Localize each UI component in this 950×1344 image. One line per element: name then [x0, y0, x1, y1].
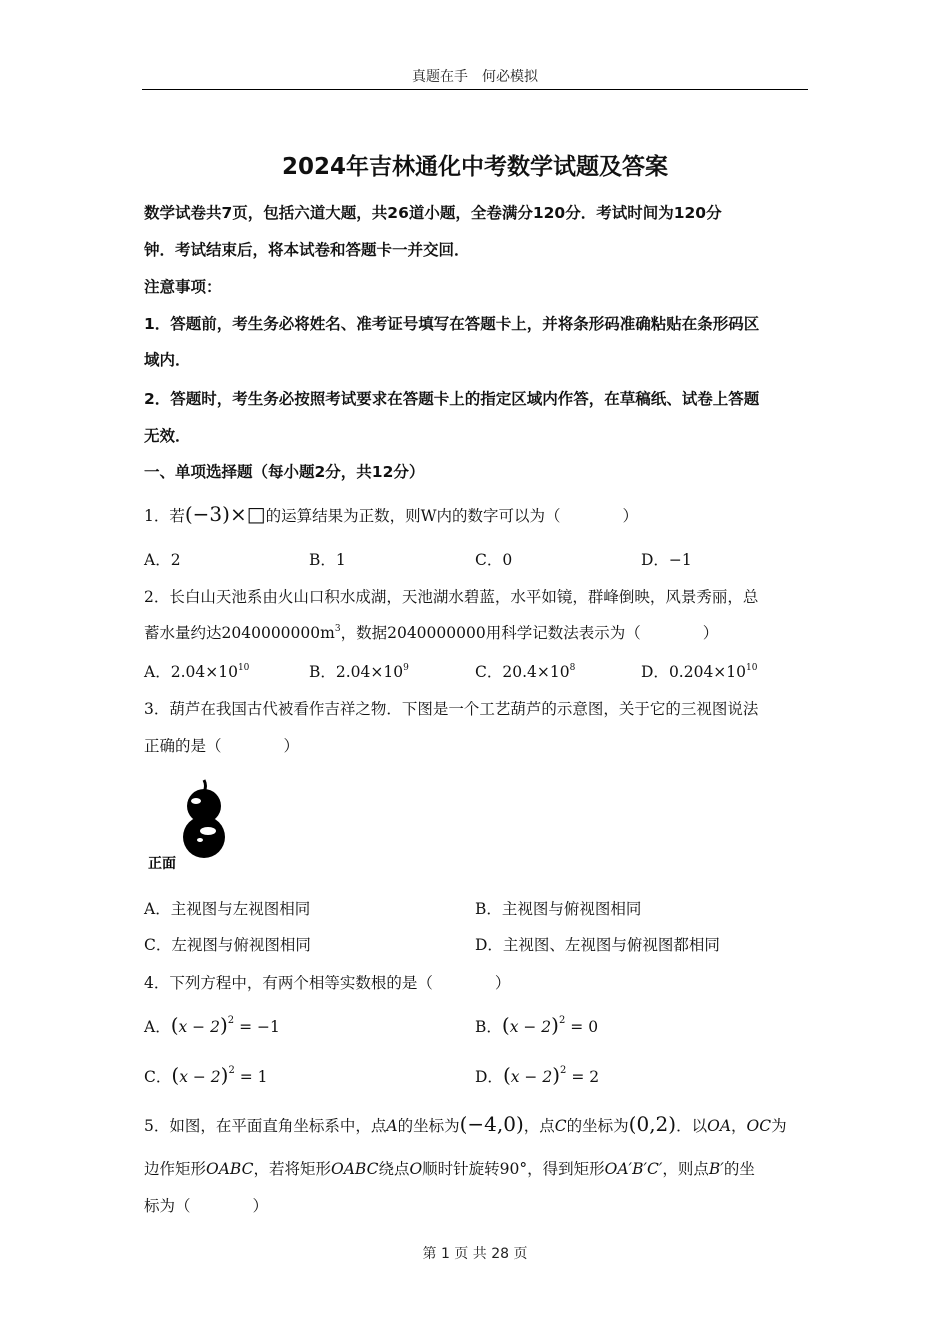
q1-expression: (−3)×□: [184, 502, 266, 526]
q4-c-rhs: 1: [257, 1068, 268, 1086]
q4-b-paren-close: ): [551, 1013, 559, 1037]
q5-l2-d: 顺时针旋转90°，得到矩形: [422, 1160, 605, 1178]
q4-c-paren-close: ): [220, 1063, 229, 1087]
page-title: 2024年吉林通化中考数学试题及答案: [281, 154, 668, 180]
question-3-line-2: 正确的是（ ）: [144, 737, 300, 755]
notice-item-2-line-2: 无效．: [144, 427, 191, 445]
q2-volume-exponent: 3: [334, 624, 341, 634]
q5-point-a: A: [386, 1117, 398, 1135]
question-5-line-1: [144, 1112, 787, 1136]
q4-b-rhs: 0: [588, 1018, 599, 1036]
q2-option-b-base: 2.04×10: [335, 663, 404, 681]
q4-d-paren-close: ): [552, 1063, 561, 1087]
q5-l2-f: 的坐: [723, 1160, 755, 1178]
q4-d-rhs: 2: [589, 1068, 600, 1086]
q1-post: 的运算结果为正数，则W内的数字可以为（ ）: [265, 507, 639, 525]
q5-rect-1: OABC: [206, 1160, 254, 1178]
section-1-heading: 一、单项选择题（每小题2分，共12分）: [144, 463, 425, 481]
q5-l1-d: 的坐标为: [566, 1117, 629, 1135]
q4-option-c: C．$(x - 2)^2 = 1$: [144, 1063, 268, 1087]
q2-option-d-base: 0.204×10: [668, 663, 747, 681]
q4-d-exp: 2: [560, 1065, 567, 1076]
q4-c-exp: 2: [228, 1065, 235, 1076]
page-header: 真题在手 何必模拟: [412, 69, 538, 85]
q4-a-exp: 2: [227, 1015, 235, 1026]
q5-coord-a: (−4,0): [459, 1112, 524, 1136]
q2-line2-mid: ，数据: [340, 624, 388, 642]
q2-option-b: [309, 660, 409, 682]
q2-option-c-exp: 8: [569, 663, 576, 673]
q5-l1-f: ，: [731, 1117, 747, 1135]
q5-segment-oa: OA: [707, 1117, 732, 1135]
q5-point-b-prime: B′: [708, 1160, 724, 1178]
q3-option-d: D．主视图、左视图与俯视图都相同: [475, 936, 720, 954]
q2-option-a: [144, 660, 249, 682]
notice-heading: 注意事项：: [144, 278, 222, 296]
q4-d-inner: x − 2: [510, 1068, 553, 1086]
q4-c-paren-open: (: [171, 1063, 180, 1087]
q2-line2-pre: 蓄水量约达: [144, 624, 222, 642]
q3-option-b: B．主视图与俯视图相同: [475, 900, 642, 918]
q4-option-b-label: B．: [475, 1018, 502, 1036]
q2-number: 2040000000: [387, 624, 486, 642]
intro-line-2: 钟．考试结束后，将本试卷和答题卡一并交回．: [144, 241, 470, 259]
q2-option-c-base: 20.4×10: [502, 663, 570, 681]
q5-coord-c: (0,2): [628, 1112, 677, 1136]
q5-l2-a: 边作矩形: [144, 1160, 207, 1178]
q5-rect-2: OABC: [330, 1160, 379, 1178]
q1-pre: 1．若: [144, 507, 185, 525]
notice-item-1-line-1: 1．答题前，考生务必将姓名、准考证号填写在答题卡上，并将条形码准确粘贴在条形码区: [144, 315, 760, 333]
q2-option-d-label: D．: [641, 663, 669, 681]
q5-l1-g: 为: [771, 1117, 787, 1135]
q3-option-a: A．主视图与左视图相同: [144, 900, 311, 918]
q5-l2-e: ，则点: [662, 1160, 709, 1178]
q4-b-exp: 2: [558, 1015, 566, 1026]
q4-a-paren-open: (: [170, 1013, 179, 1037]
q1-option-b: B．1: [309, 551, 346, 569]
question-3-line-1: 3．葫芦在我国古代被看作吉祥之物．下图是一个工艺葫芦的示意图，关于它的三视图说法: [144, 700, 759, 718]
q5-l2-c: 绕点: [378, 1160, 410, 1178]
q5-rect-3: OA′B′C′: [604, 1160, 663, 1178]
q2-option-d-exp: 10: [746, 663, 758, 673]
q5-segment-oc: OC: [746, 1117, 772, 1135]
q4-b-inner: x − 2: [509, 1018, 552, 1036]
q4-a-rhs: −1: [257, 1018, 280, 1036]
q4-option-c-label: C．: [144, 1068, 172, 1086]
q4-option-a: A．$(x - 2)^2 = -1$: [144, 1013, 280, 1037]
question-5-line-2: [144, 1157, 755, 1179]
question-5-line-3: 标为（ ）: [144, 1197, 269, 1215]
gourd-icon: [146, 776, 236, 872]
q2-line2-post: 用科学记数法表示为（ ）: [485, 624, 719, 642]
q5-l1-c: ，点: [523, 1117, 555, 1135]
question-2-line-1: 2．长白山天池系由火山口积水成湖，天池湖水碧蓝，水平如镜，群峰倒映，风景秀丽，总: [144, 588, 759, 606]
q4-option-a-label: A．: [144, 1018, 171, 1036]
notice-item-1-line-2: 域内．: [144, 351, 191, 369]
intro-line-1: 数学试卷共7页，包括六道大题，共26道小题，全卷满分120分．考试时间为120分: [144, 204, 722, 222]
header-divider: [142, 89, 808, 90]
q5-point-c: C: [554, 1117, 567, 1135]
q2-option-a-label: A．: [144, 663, 171, 681]
q5-l2-b: ，若将矩形: [253, 1160, 331, 1178]
question-4-stem: 4．下列方程中，有两个相等实数根的是（ ）: [144, 974, 511, 992]
q2-option-c: [475, 660, 575, 682]
q4-a-paren-close: ): [219, 1013, 228, 1037]
q4-option-b: B．$(x - 2)^2 = 0$: [475, 1013, 599, 1037]
q2-volume: 2040000000m: [221, 624, 335, 642]
page-footer: 第 1 页 共 28 页: [422, 1246, 528, 1262]
gourd-figure: [146, 776, 236, 872]
q1-option-a: A．2: [144, 551, 181, 569]
q4-option-d: D．$(x - 2)^2 = 2$: [475, 1063, 600, 1087]
q2-option-a-exp: 10: [237, 663, 250, 673]
q2-option-a-base: 2.04×10: [170, 663, 238, 681]
gourd-front-label: 正面: [148, 856, 176, 872]
question-2-line-2: [144, 621, 718, 643]
q2-option-b-exp: 9: [403, 663, 409, 673]
q2-option-c-label: C．: [475, 663, 503, 681]
q5-l1-e: ．以: [676, 1117, 708, 1135]
q4-b-paren-open: (: [501, 1013, 510, 1037]
q5-l1-b: 的坐标为: [397, 1117, 460, 1135]
q4-c-inner: x − 2: [179, 1068, 221, 1086]
q2-option-d: [641, 660, 757, 682]
q4-option-d-label: D．: [475, 1068, 503, 1086]
question-1-stem: [144, 502, 638, 526]
q1-option-d: D．−1: [641, 551, 692, 569]
q5-l1-a: 5．如图，在平面直角坐标系中，点: [144, 1117, 387, 1135]
notice-item-2-line-1: 2．答题时，考生务必按照考试要求在答题卡上的指定区域内作答，在草稿纸、试卷上答题: [144, 390, 760, 408]
q5-point-o: O: [409, 1160, 423, 1178]
q1-option-c: C．0: [475, 551, 513, 569]
q4-d-paren-open: (: [502, 1063, 511, 1087]
q4-a-inner: x − 2: [178, 1018, 220, 1036]
q2-option-b-label: B．: [309, 663, 336, 681]
q3-option-c: C．左视图与俯视图相同: [144, 936, 311, 954]
